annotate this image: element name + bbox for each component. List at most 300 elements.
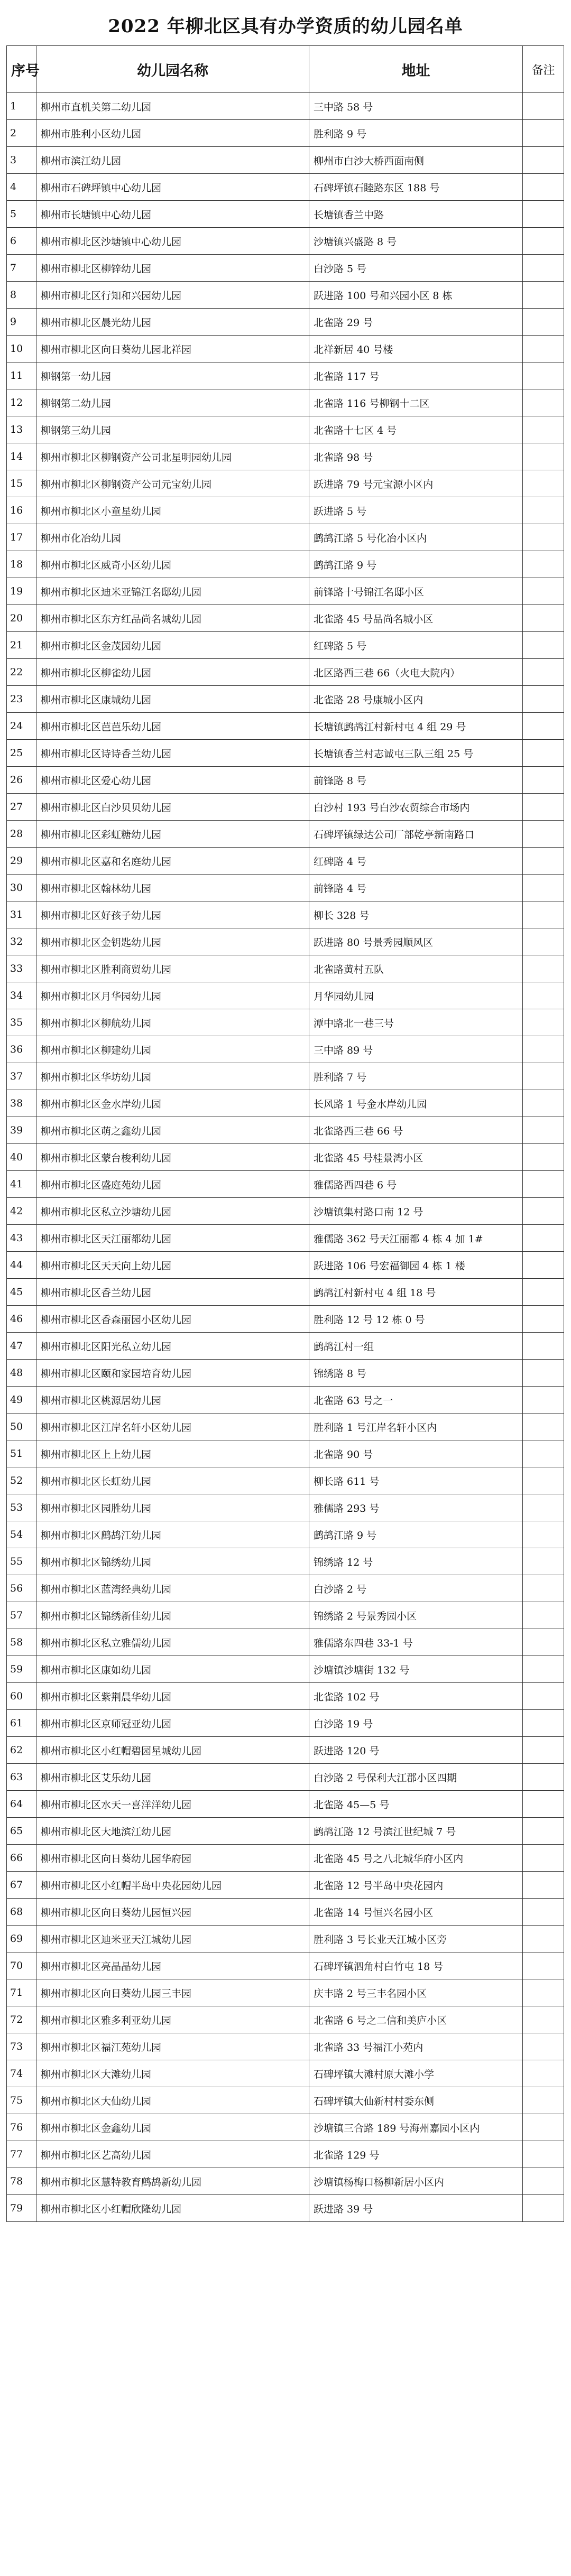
cell-remark (523, 1279, 564, 1306)
cell-serial-number: 45 (7, 1279, 36, 1306)
cell-address: 北雀路 45 号品尚名城小区 (309, 605, 523, 632)
cell-serial-number: 51 (7, 1440, 36, 1467)
table-row (7, 955, 564, 982)
header-kindergarten-name: 幼儿园名称 (36, 46, 309, 93)
cell-remark (523, 551, 564, 578)
cell-kindergarten-name: 柳州市柳北区柳建幼儿园 (36, 1036, 309, 1063)
cell-kindergarten-name: 柳州市柳北区小红帽欣隆幼儿园 (36, 2195, 309, 2222)
table-row (7, 1333, 564, 1360)
cell-kindergarten-name: 柳州市柳北区蓝湾经典幼儿园 (36, 1575, 309, 1602)
cell-kindergarten-name: 柳州市柳北区金鑫幼儿园 (36, 2114, 309, 2141)
cell-kindergarten-name: 柳州市柳北区天江丽都幼儿园 (36, 1225, 309, 1252)
cell-kindergarten-name: 柳州市柳北区华坊幼儿园 (36, 1063, 309, 1090)
table-row (7, 470, 564, 497)
table-row (7, 875, 564, 901)
cell-serial-number: 25 (7, 740, 36, 767)
cell-serial-number: 54 (7, 1521, 36, 1548)
cell-kindergarten-name: 柳州市柳北区私立沙塘幼儿园 (36, 1198, 309, 1225)
cell-address: 跃进路 106 号宏福御园 4 栋 1 楼 (309, 1252, 523, 1279)
cell-kindergarten-name: 柳州市柳北区行知和兴园幼儿园 (36, 282, 309, 309)
cell-remark (523, 1440, 564, 1467)
cell-remark (523, 713, 564, 740)
cell-kindergarten-name: 柳州市柳北区晨光幼儿园 (36, 309, 309, 336)
cell-remark (523, 1090, 564, 1117)
cell-address: 北雀路 45—5 号 (309, 1791, 523, 1818)
cell-kindergarten-name: 柳州市柳北区福江苑幼儿园 (36, 2033, 309, 2060)
table-row (7, 1710, 564, 1737)
table-row (7, 1306, 564, 1333)
cell-remark (523, 1252, 564, 1279)
cell-address: 胜利路 9 号 (309, 120, 523, 147)
cell-kindergarten-name: 柳钢第二幼儿园 (36, 389, 309, 416)
cell-serial-number: 24 (7, 713, 36, 740)
cell-serial-number: 60 (7, 1683, 36, 1710)
table-row (7, 1467, 564, 1494)
table-row (7, 201, 564, 228)
cell-kindergarten-name: 柳州市柳北区亮晶晶幼儿园 (36, 1952, 309, 1979)
cell-remark (523, 1845, 564, 1872)
table-row (7, 1413, 564, 1440)
cell-kindergarten-name: 柳州市柳北区诗诗香兰幼儿园 (36, 740, 309, 767)
cell-serial-number: 20 (7, 605, 36, 632)
cell-kindergarten-name: 柳州市柳北区金水岸幼儿园 (36, 1090, 309, 1117)
cell-serial-number: 53 (7, 1494, 36, 1521)
cell-kindergarten-name: 柳州市柳北区柳雀幼儿园 (36, 659, 309, 686)
cell-serial-number: 66 (7, 1845, 36, 1872)
cell-remark (523, 470, 564, 497)
cell-remark (523, 686, 564, 713)
cell-kindergarten-name: 柳州市胜利小区幼儿园 (36, 120, 309, 147)
cell-address: 锦绣路 8 号 (309, 1360, 523, 1387)
cell-address: 北雀路 102 号 (309, 1683, 523, 1710)
table-row (7, 2006, 564, 2033)
cell-address: 北区路西三巷 66（火电大院内） (309, 659, 523, 686)
cell-remark (523, 255, 564, 282)
cell-kindergarten-name: 柳州市柳北区金茂园幼儿园 (36, 632, 309, 659)
table-row (7, 1899, 564, 1926)
cell-remark (523, 120, 564, 147)
cell-kindergarten-name: 柳州市石碑坪镇中心幼儿园 (36, 174, 309, 201)
cell-serial-number: 7 (7, 255, 36, 282)
cell-address: 北雀路 45 号之八北城华府小区内 (309, 1845, 523, 1872)
table-row (7, 309, 564, 336)
cell-kindergarten-name: 柳州市柳北区柳航幼儿园 (36, 1009, 309, 1036)
cell-serial-number: 38 (7, 1090, 36, 1117)
cell-serial-number: 6 (7, 228, 36, 255)
cell-kindergarten-name: 柳州市直机关第二幼儿园 (36, 93, 309, 120)
table-row (7, 2141, 564, 2168)
cell-serial-number: 77 (7, 2141, 36, 2168)
cell-remark (523, 1171, 564, 1198)
cell-address: 鹧鸪江路 5 号化冶小区内 (309, 524, 523, 551)
cell-kindergarten-name: 柳州市柳北区嘉和名庭幼儿园 (36, 848, 309, 875)
cell-kindergarten-name: 柳州市柳北区威奇小区幼儿园 (36, 551, 309, 578)
cell-address: 沙塘镇三合路 189 号海州嘉园小区内 (309, 2114, 523, 2141)
cell-address: 锦绣路 2 号景秀园小区 (309, 1602, 523, 1629)
cell-address: 北雀路 6 号之二信和美庐小区 (309, 2006, 523, 2033)
cell-remark (523, 443, 564, 470)
cell-remark (523, 821, 564, 848)
cell-remark (523, 2060, 564, 2087)
cell-address: 北雀路 14 号恒兴名园小区 (309, 1899, 523, 1926)
cell-address: 白沙路 5 号 (309, 255, 523, 282)
cell-remark (523, 955, 564, 982)
table-row (7, 740, 564, 767)
cell-remark (523, 1764, 564, 1791)
cell-address: 北雀路 45 号桂景湾小区 (309, 1144, 523, 1171)
cell-address: 锦绣路 12 号 (309, 1548, 523, 1575)
cell-remark (523, 2087, 564, 2114)
cell-remark (523, 740, 564, 767)
cell-remark (523, 632, 564, 659)
cell-remark (523, 1009, 564, 1036)
cell-address: 三中路 89 号 (309, 1036, 523, 1063)
cell-remark (523, 1683, 564, 1710)
cell-serial-number: 65 (7, 1818, 36, 1845)
table-row (7, 1198, 564, 1225)
table-row (7, 767, 564, 794)
cell-kindergarten-name: 柳州市柳北区小童星幼儿园 (36, 497, 309, 524)
cell-remark (523, 1198, 564, 1225)
table-row (7, 1494, 564, 1521)
table-row (7, 2114, 564, 2141)
cell-remark (523, 1333, 564, 1360)
cell-serial-number: 41 (7, 1171, 36, 1198)
cell-serial-number: 74 (7, 2060, 36, 2087)
cell-serial-number: 19 (7, 578, 36, 605)
cell-serial-number: 70 (7, 1952, 36, 1979)
cell-kindergarten-name: 柳州市长塘镇中心幼儿园 (36, 201, 309, 228)
cell-serial-number: 30 (7, 875, 36, 901)
cell-address: 长塘镇香兰中路 (309, 201, 523, 228)
cell-remark (523, 578, 564, 605)
cell-kindergarten-name: 柳州市柳北区盛庭苑幼儿园 (36, 1171, 309, 1198)
cell-address: 雅儒路 293 号 (309, 1494, 523, 1521)
cell-address: 北雀路 116 号柳钢十二区 (309, 389, 523, 416)
cell-kindergarten-name: 柳州市柳北区上上幼儿园 (36, 1440, 309, 1467)
cell-serial-number: 49 (7, 1387, 36, 1413)
cell-kindergarten-name: 柳州市柳北区长虹幼儿园 (36, 1467, 309, 1494)
cell-remark (523, 309, 564, 336)
table-row (7, 1602, 564, 1629)
cell-serial-number: 11 (7, 362, 36, 389)
cell-kindergarten-name: 柳州市柳北区香兰幼儿园 (36, 1279, 309, 1306)
table-row (7, 362, 564, 389)
cell-serial-number: 37 (7, 1063, 36, 1090)
cell-address: 红碑路 4 号 (309, 848, 523, 875)
table-row (7, 659, 564, 686)
cell-serial-number: 36 (7, 1036, 36, 1063)
cell-serial-number: 42 (7, 1198, 36, 1225)
cell-serial-number: 50 (7, 1413, 36, 1440)
table-row (7, 1737, 564, 1764)
cell-kindergarten-name: 柳州市柳北区大地滨江幼儿园 (36, 1818, 309, 1845)
table-row (7, 848, 564, 875)
cell-kindergarten-name: 柳州市柳北区东方红品尚名城幼儿园 (36, 605, 309, 632)
table-row (7, 713, 564, 740)
cell-remark (523, 1521, 564, 1548)
table-row (7, 1117, 564, 1144)
cell-serial-number: 52 (7, 1467, 36, 1494)
cell-remark (523, 1818, 564, 1845)
cell-kindergarten-name: 柳州市柳北区阳光私立幼儿园 (36, 1333, 309, 1360)
cell-remark (523, 901, 564, 928)
cell-serial-number: 55 (7, 1548, 36, 1575)
cell-serial-number: 67 (7, 1872, 36, 1899)
cell-address: 跃进路 5 号 (309, 497, 523, 524)
table-row (7, 1656, 564, 1683)
cell-remark (523, 336, 564, 362)
cell-kindergarten-name: 柳州市柳北区沙塘镇中心幼儿园 (36, 228, 309, 255)
cell-serial-number: 61 (7, 1710, 36, 1737)
cell-remark (523, 1979, 564, 2006)
table-row (7, 928, 564, 955)
cell-serial-number: 73 (7, 2033, 36, 2060)
cell-address: 长塘镇香兰村志诚屯三队三组 25 号 (309, 740, 523, 767)
table-row (7, 1225, 564, 1252)
table-row (7, 1872, 564, 1899)
cell-serial-number: 22 (7, 659, 36, 686)
cell-address: 北雀路 12 号半岛中央花园内 (309, 1872, 523, 1899)
cell-kindergarten-name: 柳州市柳北区慧特教育鹧鸪新幼儿园 (36, 2168, 309, 2195)
cell-kindergarten-name: 柳州市柳北区柳锌幼儿园 (36, 255, 309, 282)
cell-serial-number: 2 (7, 120, 36, 147)
cell-address: 沙塘镇兴盛路 8 号 (309, 228, 523, 255)
cell-address: 石碑坪镇石睦路东区 188 号 (309, 174, 523, 201)
cell-kindergarten-name: 柳州市柳北区月华园幼儿园 (36, 982, 309, 1009)
cell-remark (523, 1791, 564, 1818)
cell-address: 白沙路 2 号保利大江郡小区四期 (309, 1764, 523, 1791)
cell-address: 跃进路 39 号 (309, 2195, 523, 2222)
cell-serial-number: 16 (7, 497, 36, 524)
cell-kindergarten-name: 柳州市柳北区艺高幼儿园 (36, 2141, 309, 2168)
cell-kindergarten-name: 柳州市柳北区大仙幼儿园 (36, 2087, 309, 2114)
cell-remark (523, 1036, 564, 1063)
table-row (7, 1952, 564, 1979)
cell-serial-number: 69 (7, 1926, 36, 1952)
cell-remark (523, 1063, 564, 1090)
table-row (7, 1090, 564, 1117)
cell-kindergarten-name: 柳州市柳北区向日葵幼儿园三丰园 (36, 1979, 309, 2006)
cell-kindergarten-name: 柳州市柳北区芭芭乐幼儿园 (36, 713, 309, 740)
table-row (7, 1360, 564, 1387)
cell-serial-number: 72 (7, 2006, 36, 2033)
cell-serial-number: 26 (7, 767, 36, 794)
cell-address: 石碑坪镇泗角村白竹屯 18 号 (309, 1952, 523, 1979)
cell-serial-number: 63 (7, 1764, 36, 1791)
table-row (7, 901, 564, 928)
table-row (7, 1036, 564, 1063)
table-row (7, 1063, 564, 1090)
table-row (7, 2033, 564, 2060)
table-row (7, 1440, 564, 1467)
cell-address: 石碑坪镇大滩村原大滩小学 (309, 2060, 523, 2087)
table-header-row (7, 46, 564, 93)
cell-remark (523, 1360, 564, 1387)
table-row (7, 2168, 564, 2195)
cell-kindergarten-name: 柳州市柳北区金钥匙幼儿园 (36, 928, 309, 955)
cell-kindergarten-name: 柳州市柳北区艾乐幼儿园 (36, 1764, 309, 1791)
cell-serial-number: 79 (7, 2195, 36, 2222)
cell-address: 胜利路 12 号 12 栋 0 号 (309, 1306, 523, 1333)
table-row (7, 1144, 564, 1171)
cell-address: 柳州市白沙大桥西面南侧 (309, 147, 523, 174)
cell-remark (523, 1548, 564, 1575)
cell-serial-number: 78 (7, 2168, 36, 2195)
cell-remark (523, 174, 564, 201)
cell-serial-number: 17 (7, 524, 36, 551)
cell-kindergarten-name: 柳州市滨江幼儿园 (36, 147, 309, 174)
cell-address: 长风路 1 号金水岸幼儿园 (309, 1090, 523, 1117)
cell-remark (523, 1952, 564, 1979)
cell-address: 北雀路 29 号 (309, 309, 523, 336)
cell-serial-number: 23 (7, 686, 36, 713)
cell-serial-number: 68 (7, 1899, 36, 1926)
page-title: 2022 年柳北区具有办学资质的幼儿园名单 (108, 16, 463, 37)
cell-address: 跃进路 120 号 (309, 1737, 523, 1764)
cell-remark (523, 1656, 564, 1683)
cell-remark (523, 875, 564, 901)
cell-serial-number: 44 (7, 1252, 36, 1279)
cell-serial-number: 64 (7, 1791, 36, 1818)
cell-address: 北雀路 33 号福江小苑内 (309, 2033, 523, 2060)
cell-remark (523, 1494, 564, 1521)
cell-kindergarten-name: 柳州市柳北区锦绣新佳幼儿园 (36, 1602, 309, 1629)
cell-remark (523, 928, 564, 955)
cell-address: 前锋路 4 号 (309, 875, 523, 901)
cell-remark (523, 1306, 564, 1333)
cell-kindergarten-name: 柳州市柳北区向日葵幼儿园恒兴园 (36, 1899, 309, 1926)
table-row (7, 228, 564, 255)
cell-remark (523, 201, 564, 228)
table-row (7, 821, 564, 848)
cell-serial-number: 32 (7, 928, 36, 955)
cell-serial-number: 48 (7, 1360, 36, 1387)
cell-kindergarten-name: 柳州市柳北区桃源居幼儿园 (36, 1387, 309, 1413)
cell-remark (523, 1899, 564, 1926)
table-body (7, 93, 564, 2222)
cell-remark (523, 282, 564, 309)
cell-address: 鹧鸪江村新村屯 4 组 18 号 (309, 1279, 523, 1306)
cell-kindergarten-name: 柳州市柳北区园胜幼儿园 (36, 1494, 309, 1521)
cell-address: 柳长 328 号 (309, 901, 523, 928)
table-row (7, 982, 564, 1009)
cell-address: 白沙村 193 号白沙农贸综合市场内 (309, 794, 523, 821)
table-row (7, 497, 564, 524)
table-row (7, 1845, 564, 1872)
cell-serial-number: 28 (7, 821, 36, 848)
table-row (7, 1548, 564, 1575)
cell-serial-number: 8 (7, 282, 36, 309)
table-row (7, 1171, 564, 1198)
cell-remark (523, 1387, 564, 1413)
cell-serial-number: 47 (7, 1333, 36, 1360)
cell-address: 鹧鸪江村一组 (309, 1333, 523, 1360)
cell-kindergarten-name: 柳州市化冶幼儿园 (36, 524, 309, 551)
cell-address: 鹧鸪江路 9 号 (309, 1521, 523, 1548)
cell-serial-number: 46 (7, 1306, 36, 1333)
cell-address: 北雀路十七区 4 号 (309, 416, 523, 443)
cell-remark (523, 1629, 564, 1656)
cell-kindergarten-name: 柳州市柳北区紫荆晨华幼儿园 (36, 1683, 309, 1710)
cell-address: 胜利路 7 号 (309, 1063, 523, 1090)
cell-serial-number: 5 (7, 201, 36, 228)
header-serial-number: 序号 (7, 46, 36, 93)
table-row (7, 93, 564, 120)
cell-kindergarten-name: 柳州市柳北区雅多利亚幼儿园 (36, 2006, 309, 2033)
cell-serial-number: 59 (7, 1656, 36, 1683)
cell-address: 石碑坪镇绿达公司厂部乾亭新南路口 (309, 821, 523, 848)
table-row (7, 282, 564, 309)
cell-serial-number: 15 (7, 470, 36, 497)
cell-serial-number: 12 (7, 389, 36, 416)
cell-address: 长塘镇鹧鸪江村新村屯 4 组 29 号 (309, 713, 523, 740)
cell-serial-number: 10 (7, 336, 36, 362)
cell-serial-number: 62 (7, 1737, 36, 1764)
cell-address: 柳长路 611 号 (309, 1467, 523, 1494)
table-row (7, 551, 564, 578)
table-row (7, 1764, 564, 1791)
cell-serial-number: 75 (7, 2087, 36, 2114)
table-row (7, 1979, 564, 2006)
table-row (7, 1926, 564, 1952)
header-address: 地址 (309, 46, 523, 93)
table-row (7, 1575, 564, 1602)
cell-kindergarten-name: 柳州市柳北区康城幼儿园 (36, 686, 309, 713)
table-row (7, 794, 564, 821)
cell-serial-number: 39 (7, 1117, 36, 1144)
cell-remark (523, 1710, 564, 1737)
cell-address: 红碑路 5 号 (309, 632, 523, 659)
cell-serial-number: 58 (7, 1629, 36, 1656)
cell-serial-number: 35 (7, 1009, 36, 1036)
cell-address: 月华园幼儿园 (309, 982, 523, 1009)
cell-address: 跃进路 100 号和兴园小区 8 栋 (309, 282, 523, 309)
cell-remark (523, 982, 564, 1009)
cell-remark (523, 1225, 564, 1252)
cell-remark (523, 1575, 564, 1602)
cell-serial-number: 56 (7, 1575, 36, 1602)
table-row (7, 2195, 564, 2222)
cell-kindergarten-name: 柳钢第三幼儿园 (36, 416, 309, 443)
cell-serial-number: 21 (7, 632, 36, 659)
cell-kindergarten-name: 柳州市柳北区迪米亚天江城幼儿园 (36, 1926, 309, 1952)
cell-kindergarten-name: 柳州市柳北区蒙台梭利幼儿园 (36, 1144, 309, 1171)
table-row (7, 686, 564, 713)
cell-serial-number: 29 (7, 848, 36, 875)
cell-address: 雅儒路 362 号天江丽都 4 栋 4 加 1# (309, 1225, 523, 1252)
cell-address: 胜利路 3 号长业天江城小区旁 (309, 1926, 523, 1952)
cell-address: 北雀路黄村五队 (309, 955, 523, 982)
cell-serial-number: 13 (7, 416, 36, 443)
table-row (7, 443, 564, 470)
cell-remark (523, 1144, 564, 1171)
cell-serial-number: 3 (7, 147, 36, 174)
cell-address: 鹧鸪江路 9 号 (309, 551, 523, 578)
cell-serial-number: 43 (7, 1225, 36, 1252)
cell-kindergarten-name: 柳州市柳北区私立雅儒幼儿园 (36, 1629, 309, 1656)
cell-address: 鹧鸪江路 12 号滨江世纪城 7 号 (309, 1818, 523, 1845)
table-row (7, 147, 564, 174)
cell-kindergarten-name: 柳州市柳北区鹧鸪江幼儿园 (36, 1521, 309, 1548)
cell-kindergarten-name: 柳州市柳北区香森丽园小区幼儿园 (36, 1306, 309, 1333)
table-row (7, 2087, 564, 2114)
table-row (7, 524, 564, 551)
table-row (7, 416, 564, 443)
cell-address: 沙塘镇杨梅口杨柳新居小区内 (309, 2168, 523, 2195)
cell-kindergarten-name: 柳州市柳北区翰林幼儿园 (36, 875, 309, 901)
cell-kindergarten-name: 柳州市柳北区锦绣幼儿园 (36, 1548, 309, 1575)
